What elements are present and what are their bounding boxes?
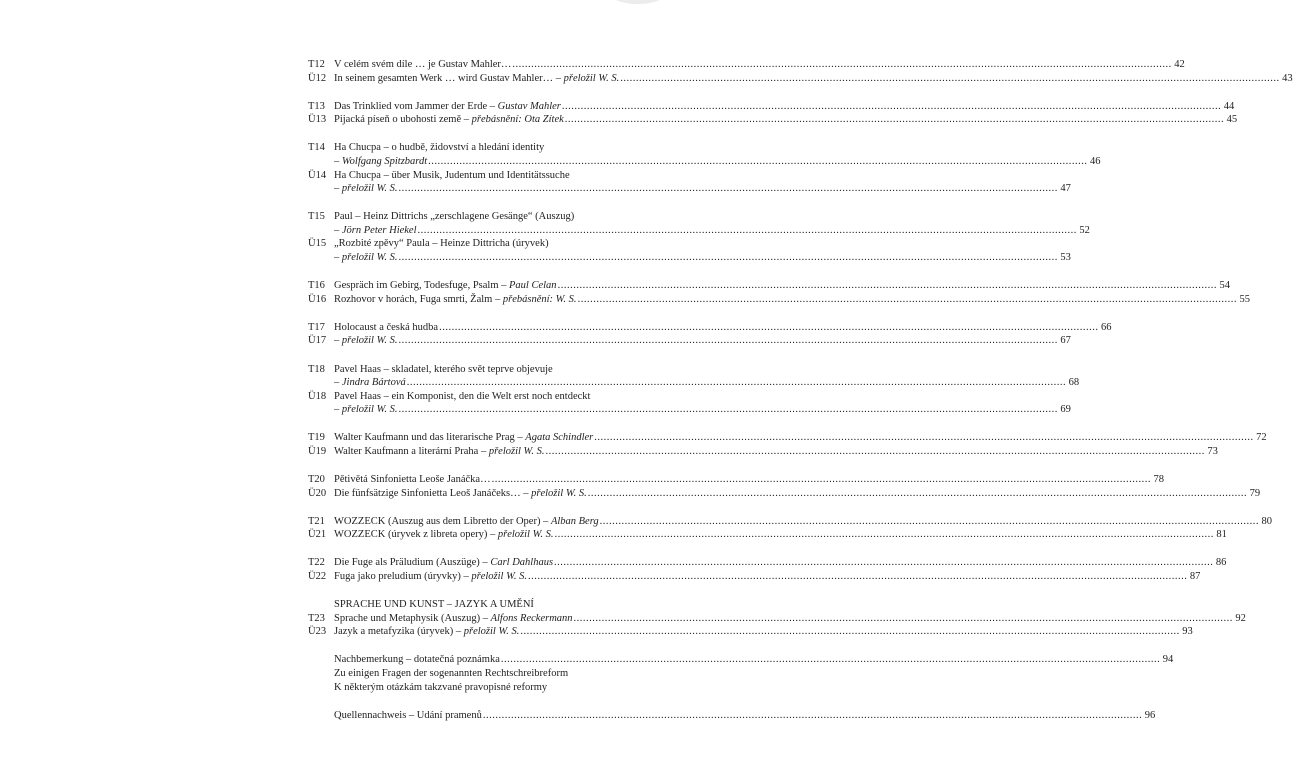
entry-author: přeložil W. S. bbox=[488, 445, 545, 457]
toc-entry bbox=[308, 113, 1238, 127]
entry-title-text: Paul – Heinz Dittrichs „zerschlagene Gesänge“ (Auszug) bbox=[334, 211, 575, 223]
toc-group bbox=[308, 653, 1174, 694]
entry-code: T22 bbox=[308, 557, 325, 569]
entry-line bbox=[334, 653, 1174, 667]
page-number: 55 bbox=[1239, 293, 1250, 305]
toc-entry bbox=[308, 487, 1261, 501]
toc-entry bbox=[308, 363, 1080, 390]
toc-group bbox=[308, 473, 1261, 500]
entry-title bbox=[334, 279, 557, 293]
entry-title bbox=[334, 515, 599, 529]
entry-title bbox=[334, 528, 553, 542]
toc-entry bbox=[308, 100, 1235, 114]
entry-title bbox=[334, 625, 519, 639]
page-number: 47 bbox=[1060, 183, 1071, 195]
entry-title bbox=[334, 431, 593, 445]
entry-line bbox=[334, 625, 1193, 639]
entry-title bbox=[334, 321, 438, 335]
page-number: 52 bbox=[1079, 224, 1090, 236]
page-number: 42 bbox=[1174, 59, 1185, 70]
page-number: 86 bbox=[1215, 557, 1227, 569]
entry-author: Jindra Bártová bbox=[341, 377, 406, 389]
toc-entry bbox=[308, 556, 1227, 570]
toc-group bbox=[308, 431, 1267, 458]
entry-line bbox=[334, 612, 1246, 626]
entry-author: přeložil W. S. bbox=[341, 252, 398, 264]
entry-author: Gustav Mahler bbox=[497, 100, 561, 112]
entry-title-text: Gespräch im Gebirg, Todesfuge, Psalm – bbox=[334, 280, 510, 292]
entry-title bbox=[334, 334, 398, 348]
dot-leader bbox=[439, 321, 1098, 335]
entry-title-text: Pětivětá Sinfonietta Leoše Janáčka… bbox=[334, 474, 491, 486]
toc-group bbox=[308, 363, 1080, 417]
page-number: 68 bbox=[1068, 377, 1080, 389]
page-number: 44 bbox=[1223, 100, 1235, 112]
toc-entry bbox=[308, 431, 1267, 445]
entry-author: Carl Dahlhaus bbox=[490, 557, 554, 569]
entry-code: Ü20 bbox=[308, 487, 327, 499]
entry-title-text: Pijacká píseň o ubohosti země – bbox=[334, 114, 472, 126]
entry-author: přeložil W. S. bbox=[463, 626, 520, 638]
entry-title bbox=[334, 100, 561, 114]
entry-title-text: Pavel Haas – ein Komponist, den die Welt erst noch entdeckt bbox=[334, 390, 591, 402]
toc-entry bbox=[308, 169, 1071, 196]
entry-title-text: Holocaust a česká hudba bbox=[334, 321, 439, 333]
page-number: 54 bbox=[1219, 280, 1230, 292]
entry-line bbox=[334, 363, 708, 377]
entry-title bbox=[334, 473, 491, 487]
entry-title-text: Jazyk a metafyzika (úryvek) – bbox=[334, 626, 464, 638]
dot-leader bbox=[594, 431, 1253, 445]
entry-author: přeložil W. S. bbox=[471, 571, 527, 583]
page-number: 43 bbox=[1282, 72, 1293, 84]
entry-author: přeložil W. S. bbox=[341, 404, 398, 416]
entry-title bbox=[334, 403, 398, 417]
entry-title-text: Das Trinklied vom Jammer der Erde – bbox=[334, 100, 498, 112]
dot-leader bbox=[399, 251, 1058, 265]
entry-title bbox=[334, 487, 587, 501]
entry-title-text: Walter Kaufmann und das literarische Prag – bbox=[334, 432, 526, 444]
entry-title bbox=[334, 211, 574, 222]
entry-line bbox=[334, 210, 708, 224]
toc-entry bbox=[308, 210, 1090, 237]
dot-leader bbox=[399, 334, 1058, 348]
page-number: 78 bbox=[1153, 474, 1164, 486]
toc-entry bbox=[308, 445, 1218, 459]
entry-title bbox=[334, 570, 527, 584]
toc-entry bbox=[308, 72, 1293, 86]
entry-title bbox=[334, 599, 534, 610]
toc-group bbox=[308, 58, 1293, 85]
toc-group bbox=[308, 100, 1238, 127]
dot-leader bbox=[501, 653, 1160, 667]
entry-title bbox=[334, 155, 427, 169]
entry-author: Alfons Reckermann bbox=[490, 612, 573, 624]
entry-title bbox=[334, 224, 417, 238]
entry-title-text: Zu einigen Fragen der sogenannten Rechtschreibreform bbox=[334, 668, 569, 679]
page-number: 93 bbox=[1182, 626, 1193, 638]
dot-leader bbox=[407, 376, 1066, 390]
entry-title bbox=[334, 391, 590, 402]
entry-title-text: K některým otázkám takzvané pravopisné reformy bbox=[334, 681, 548, 693]
toc-group bbox=[308, 279, 1250, 306]
entry-line bbox=[334, 570, 1201, 584]
entry-line bbox=[334, 390, 708, 404]
dot-leader bbox=[565, 113, 1224, 127]
entry-line bbox=[334, 58, 1185, 72]
toc-entry bbox=[308, 653, 1174, 694]
entry-line bbox=[334, 113, 1238, 127]
toc-group bbox=[308, 515, 1273, 542]
page-number: 66 bbox=[1100, 321, 1112, 333]
entry-author: přeložil W. S. bbox=[531, 487, 587, 499]
entry-title bbox=[334, 182, 398, 196]
toc-group bbox=[308, 598, 1246, 639]
dot-leader bbox=[562, 100, 1221, 114]
entry-title bbox=[334, 709, 482, 723]
toc-entry bbox=[308, 390, 1071, 417]
toc-entry bbox=[308, 321, 1112, 335]
toc-entry bbox=[308, 473, 1164, 487]
entry-line bbox=[334, 251, 1071, 265]
entry-title-text: Fuga jako preludium (úryvky) – bbox=[334, 571, 472, 583]
entry-author: Jörn Peter Hiekel bbox=[341, 224, 417, 236]
dot-leader bbox=[492, 473, 1151, 487]
dot-leader bbox=[554, 528, 1213, 542]
toc-entry bbox=[308, 58, 1185, 72]
entry-code: T15 bbox=[308, 211, 325, 223]
entry-author: Paul Celan bbox=[509, 280, 557, 292]
entry-author: přeložil W. S. bbox=[341, 335, 398, 347]
entry-author: přebásnění: W. S. bbox=[502, 293, 577, 305]
entry-title-text: – bbox=[334, 335, 342, 347]
toc-group bbox=[308, 141, 1101, 195]
entry-title bbox=[334, 251, 398, 265]
entry-line bbox=[334, 445, 1218, 459]
entry-line bbox=[334, 279, 1230, 293]
entry-line bbox=[334, 598, 708, 612]
entry-title-text: Quellennachweis – Udání pramenů bbox=[334, 709, 482, 721]
entry-line bbox=[334, 169, 708, 183]
dot-leader bbox=[418, 224, 1077, 238]
entry-title bbox=[334, 238, 549, 249]
toc-group bbox=[308, 210, 1090, 264]
entry-line bbox=[334, 709, 1156, 723]
toc-group bbox=[308, 321, 1112, 348]
entry-code: Ü21 bbox=[308, 529, 327, 541]
entry-code: Ü22 bbox=[308, 571, 327, 583]
entry-code: T17 bbox=[308, 321, 325, 333]
entry-line bbox=[334, 72, 1293, 86]
entry-line bbox=[334, 681, 708, 695]
entry-line bbox=[334, 473, 1164, 487]
page-number: 96 bbox=[1144, 709, 1156, 721]
entry-author: přeložil W. S. bbox=[563, 72, 620, 84]
entry-title-text: – bbox=[334, 404, 342, 416]
table-of-contents bbox=[308, 58, 1293, 737]
page-number: 69 bbox=[1060, 404, 1071, 416]
toc-entry bbox=[308, 709, 1156, 723]
entry-author: Agata Schindler bbox=[525, 432, 594, 444]
entry-title-text: SPRACHE UND KUNST – JAZYK A UMĚNÍ bbox=[334, 599, 534, 611]
toc-entry bbox=[308, 625, 1193, 639]
entry-line bbox=[334, 403, 1071, 417]
entry-code: Ü12 bbox=[308, 72, 327, 84]
toc-entry bbox=[308, 293, 1250, 307]
entry-code: T19 bbox=[308, 432, 325, 444]
entry-title-text: – bbox=[334, 155, 342, 167]
entry-line bbox=[334, 528, 1227, 542]
entry-code: Ü13 bbox=[308, 114, 327, 126]
toc-entry bbox=[308, 598, 708, 612]
entry-title bbox=[334, 142, 544, 153]
entry-title-text: – bbox=[334, 224, 342, 236]
dot-leader bbox=[483, 709, 1142, 723]
entry-code: T21 bbox=[308, 515, 325, 527]
entry-title bbox=[334, 364, 553, 375]
page-number: 87 bbox=[1189, 571, 1201, 583]
entry-code: T14 bbox=[308, 142, 325, 154]
entry-title-text: Pavel Haas – skladatel, kterého svět teprve objevuje bbox=[334, 363, 553, 375]
page-number: 73 bbox=[1207, 445, 1218, 457]
entry-title bbox=[334, 556, 553, 570]
entry-code: T16 bbox=[308, 280, 325, 292]
entry-title-text: Die fünfsätzige Sinfonietta Leoš Janáčeks… – bbox=[334, 487, 532, 499]
toc-entry bbox=[308, 570, 1201, 584]
page-number: 67 bbox=[1060, 335, 1071, 347]
page-number: 45 bbox=[1226, 114, 1238, 126]
entry-title bbox=[334, 293, 577, 307]
entry-line bbox=[334, 155, 1101, 169]
page-number: 79 bbox=[1249, 487, 1261, 499]
entry-code: Ü18 bbox=[308, 390, 327, 402]
entry-code: T13 bbox=[308, 100, 325, 112]
entry-line bbox=[334, 515, 1273, 529]
entry-title-text: Ha Chucpa – über Musik, Judentum und Identitätssuche bbox=[334, 169, 570, 181]
entry-title-text: Rozhovor v horách, Fuga smrti, Žalm – bbox=[334, 293, 503, 305]
scan-shadow bbox=[612, 0, 664, 4]
toc-entry bbox=[308, 515, 1273, 529]
dot-leader bbox=[545, 445, 1204, 459]
entry-title-text: – bbox=[334, 183, 342, 195]
toc-entry bbox=[308, 334, 1071, 348]
entry-title-text: Walter Kaufmann a literární Praha – bbox=[334, 445, 489, 457]
entry-title bbox=[334, 170, 570, 181]
dot-leader bbox=[574, 612, 1233, 626]
entry-title bbox=[334, 58, 511, 72]
entry-line bbox=[334, 293, 1250, 307]
entry-title-text: WOZZECK (úryvek z libreta opery) – bbox=[334, 529, 498, 541]
entry-author: Wolfgang Spitzbardt bbox=[341, 155, 428, 167]
toc-entry bbox=[308, 279, 1230, 293]
entry-line bbox=[334, 237, 708, 251]
entry-title bbox=[334, 612, 573, 626]
entry-code: Ü16 bbox=[308, 293, 327, 305]
toc-group bbox=[308, 556, 1227, 583]
entry-title bbox=[334, 445, 544, 459]
dot-leader bbox=[620, 72, 1279, 86]
entry-line bbox=[334, 334, 1071, 348]
page-number: 81 bbox=[1216, 529, 1227, 541]
toc-entry bbox=[308, 528, 1227, 542]
dot-leader bbox=[399, 403, 1058, 417]
entry-title-text: – bbox=[334, 252, 342, 264]
page-number: 80 bbox=[1261, 515, 1273, 527]
entry-title bbox=[334, 376, 406, 390]
entry-title bbox=[334, 682, 547, 693]
entry-code: T18 bbox=[308, 363, 325, 375]
entry-author: přeložil W. S. bbox=[497, 529, 554, 541]
page-number: 53 bbox=[1060, 252, 1071, 264]
entry-author: přebásnění: Ota Zítek bbox=[471, 114, 564, 126]
entry-author: Alban Berg bbox=[550, 515, 599, 527]
entry-code: T23 bbox=[308, 612, 325, 624]
entry-line bbox=[334, 224, 1090, 238]
toc-group bbox=[308, 709, 1156, 723]
page-number: 46 bbox=[1090, 155, 1101, 167]
entry-title-text: – bbox=[334, 377, 342, 389]
dot-leader bbox=[554, 556, 1213, 570]
entry-line bbox=[334, 141, 708, 155]
dot-leader bbox=[558, 279, 1217, 293]
entry-title-text: WOZZECK (Auszug aus dem Libretto der Oper) – bbox=[334, 515, 551, 527]
entry-title-text: Die Fuge als Präludium (Auszüge) – bbox=[334, 557, 491, 569]
entry-code: T12 bbox=[308, 59, 325, 70]
entry-author: přeložil W. S. bbox=[341, 183, 398, 195]
dot-leader bbox=[600, 515, 1259, 529]
entry-title-text: „Rozbité zpěvy“ Paula – Heinze Dittricha (úryvek) bbox=[334, 238, 549, 250]
dot-leader bbox=[399, 182, 1058, 196]
dot-leader bbox=[428, 155, 1087, 169]
entry-title bbox=[334, 653, 500, 667]
entry-title bbox=[334, 668, 568, 679]
dot-leader bbox=[512, 58, 1171, 72]
dot-leader bbox=[520, 625, 1179, 639]
entry-code: Ü17 bbox=[308, 335, 327, 347]
page-number: 94 bbox=[1162, 654, 1174, 666]
entry-line bbox=[334, 321, 1112, 335]
entry-line bbox=[334, 667, 708, 681]
entry-line bbox=[334, 487, 1261, 501]
toc-entry bbox=[308, 237, 1071, 264]
page-number: 92 bbox=[1235, 612, 1246, 624]
entry-line bbox=[334, 376, 1080, 390]
entry-line bbox=[334, 100, 1235, 114]
entry-code: Ü23 bbox=[308, 626, 327, 638]
page-number: 72 bbox=[1256, 432, 1267, 444]
entry-code: T20 bbox=[308, 474, 325, 486]
entry-title bbox=[334, 113, 564, 127]
dot-leader bbox=[578, 293, 1237, 307]
entry-code: Ü15 bbox=[308, 238, 327, 250]
entry-title-text: In seinem gesamten Werk … wird Gustav Mahler… – bbox=[334, 72, 564, 84]
entry-line bbox=[334, 182, 1071, 196]
entry-line bbox=[334, 431, 1267, 445]
entry-code: Ü19 bbox=[308, 445, 327, 457]
entry-line bbox=[334, 556, 1227, 570]
toc-entry bbox=[308, 141, 1101, 168]
entry-title bbox=[334, 72, 619, 86]
entry-code: Ü14 bbox=[308, 169, 327, 181]
dot-leader bbox=[528, 570, 1187, 584]
entry-title-text: Nachbemerkung – dotatečná poznámka bbox=[334, 654, 500, 666]
entry-title-text: V celém svém díle … je Gustav Mahler… bbox=[334, 59, 512, 70]
toc-entry bbox=[308, 612, 1246, 626]
entry-title-text: Sprache und Metaphysik (Auszug) – bbox=[334, 612, 491, 624]
dot-leader bbox=[588, 487, 1247, 501]
entry-title-text: Ha Chucpa – o hudbě, židovství a hledání identity bbox=[334, 142, 545, 154]
